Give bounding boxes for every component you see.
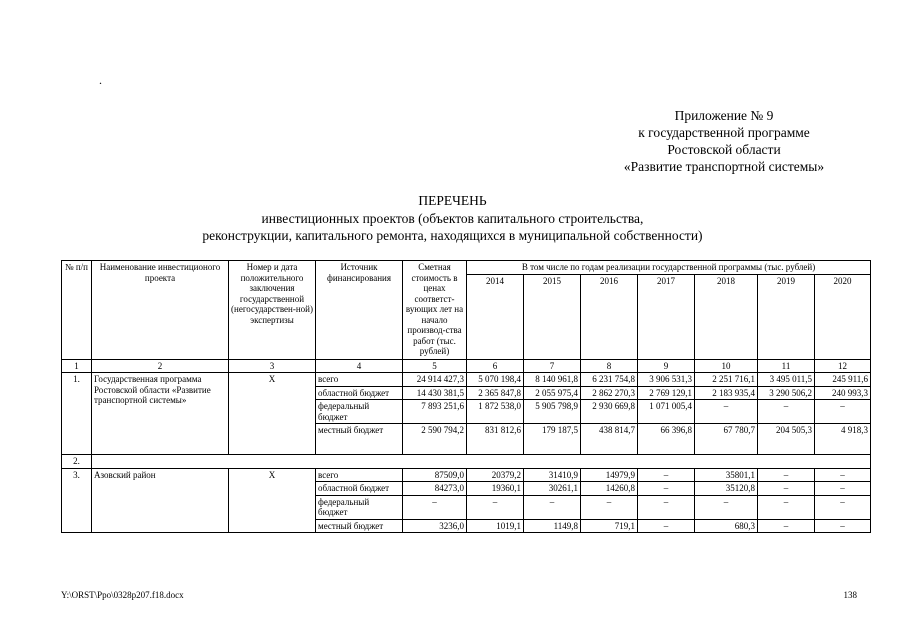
row-source: местный бюджет xyxy=(316,424,403,455)
row-value: – xyxy=(815,495,871,519)
column-number: 1 xyxy=(62,359,92,373)
row-value: 14979,9 xyxy=(581,468,638,482)
row-value: – xyxy=(815,482,871,496)
title-line: ПЕРЕЧЕНЬ xyxy=(418,193,487,208)
row-value: – xyxy=(524,495,581,519)
row-value: 14 430 381,5 xyxy=(403,386,467,400)
row-value: 2 183 935,4 xyxy=(695,386,758,400)
appendix-line: Ростовской области xyxy=(667,142,781,157)
row-source: федеральный бюджет xyxy=(316,400,403,424)
row-value: – xyxy=(403,495,467,519)
row-value: – xyxy=(695,495,758,519)
header-year: 2017 xyxy=(638,274,695,359)
row-value: 3 290 506,2 xyxy=(758,386,815,400)
row-value: 35801,1 xyxy=(695,468,758,482)
row-value: – xyxy=(638,482,695,496)
row-value: – xyxy=(638,468,695,482)
row-value: – xyxy=(815,519,871,533)
header-year: 2019 xyxy=(758,274,815,359)
column-numbers-row xyxy=(62,359,871,373)
row-expertise: Х xyxy=(229,373,316,455)
header-expertise: Номер и дата положительного заключения государственной (негосударствен-ной) экспертизы xyxy=(229,261,316,360)
header-year: 2015 xyxy=(524,274,581,359)
row-value: 240 993,3 xyxy=(815,386,871,400)
row-value: – xyxy=(638,495,695,519)
row-value: 7 893 251,6 xyxy=(403,400,467,424)
row-value: 204 505,3 xyxy=(758,424,815,455)
appendix-line: Приложение № 9 xyxy=(674,108,774,123)
column-number: 6 xyxy=(467,359,524,373)
row-num: 3. xyxy=(62,468,92,533)
row-source: областной бюджет xyxy=(316,386,403,400)
row-source: местный бюджет xyxy=(316,519,403,533)
row-num: 1. xyxy=(62,373,92,455)
header-year: 2014 xyxy=(467,274,524,359)
row-value: 31410,9 xyxy=(524,468,581,482)
file-path: Y:\ORST\Ppo\0328p207.f18.docx xyxy=(61,590,184,600)
row-value: – xyxy=(758,482,815,496)
row-value: – xyxy=(638,519,695,533)
row-value: – xyxy=(815,468,871,482)
header-years-group: В том числе по годам реализации государственной программы (тыс. рублей) xyxy=(467,261,871,275)
column-number: 2 xyxy=(92,359,229,373)
row-value: 8 140 961,8 xyxy=(524,373,581,387)
row-value: – xyxy=(467,495,524,519)
table-row xyxy=(62,455,871,469)
appendix-header xyxy=(594,107,854,175)
row-value: 87509,0 xyxy=(403,468,467,482)
column-number: 4 xyxy=(316,359,403,373)
title-line: реконструкции, капитального ремонта, находящихся в муниципальной собственности) xyxy=(202,228,703,243)
row-value: 438 814,7 xyxy=(581,424,638,455)
row-value: 35120,8 xyxy=(695,482,758,496)
title-line: инвестиционных проектов (объектов капитального строительства, xyxy=(261,210,644,226)
row-source: областной бюджет xyxy=(316,482,403,496)
table-header-row xyxy=(62,261,871,275)
row-name: Азовский район xyxy=(92,468,229,533)
row-source: всего xyxy=(316,468,403,482)
row-value: 2 251 716,1 xyxy=(695,373,758,387)
row-value: 2 769 129,1 xyxy=(638,386,695,400)
row-value: 245 911,6 xyxy=(815,373,871,387)
row-value: 179 187,5 xyxy=(524,424,581,455)
table-row xyxy=(62,468,871,482)
row-value: 680,3 xyxy=(695,519,758,533)
header-num: № п/п xyxy=(62,261,92,360)
row-value: 14260,8 xyxy=(581,482,638,496)
row-value: 5 070 198,4 xyxy=(467,373,524,387)
row-value: – xyxy=(695,400,758,424)
row-value: 2 055 975,4 xyxy=(524,386,581,400)
row-value: – xyxy=(758,495,815,519)
row-value: 1149,8 xyxy=(524,519,581,533)
column-number: 12 xyxy=(815,359,871,373)
column-number: 3 xyxy=(229,359,316,373)
row-value: 2 365 847,8 xyxy=(467,386,524,400)
header-source: Источник финансирования xyxy=(316,261,403,360)
row-value: 20379,2 xyxy=(467,468,524,482)
document-title xyxy=(0,192,905,245)
column-number: 8 xyxy=(581,359,638,373)
column-number: 9 xyxy=(638,359,695,373)
row-value: 30261,1 xyxy=(524,482,581,496)
row-value: – xyxy=(815,400,871,424)
row-value: 2 862 270,3 xyxy=(581,386,638,400)
row-expertise: Х xyxy=(229,468,316,533)
row-value: 24 914 427,3 xyxy=(403,373,467,387)
row-value: – xyxy=(758,468,815,482)
row-value: 19360,1 xyxy=(467,482,524,496)
row-value: – xyxy=(581,495,638,519)
row-value: 84273,0 xyxy=(403,482,467,496)
row-value: – xyxy=(758,519,815,533)
section-empty-cell xyxy=(92,455,871,469)
appendix-line: к государственной программе xyxy=(638,125,810,140)
row-value: 4 918,3 xyxy=(815,424,871,455)
page-number: 138 xyxy=(843,590,857,600)
column-number: 10 xyxy=(695,359,758,373)
header-name: Наименование инвестиционого проекта xyxy=(92,261,229,360)
column-number: 11 xyxy=(758,359,815,373)
column-number: 7 xyxy=(524,359,581,373)
row-value: 3 906 531,3 xyxy=(638,373,695,387)
row-value: 2 590 794,2 xyxy=(403,424,467,455)
appendix-line: «Развитие транспортной системы» xyxy=(623,159,825,174)
header-year: 2018 xyxy=(695,274,758,359)
row-num: 2. xyxy=(62,455,92,469)
row-value: – xyxy=(758,400,815,424)
table-row xyxy=(62,373,871,387)
stray-dot: . xyxy=(99,73,102,87)
row-value: 66 396,8 xyxy=(638,424,695,455)
header-year: 2020 xyxy=(815,274,871,359)
header-year: 2016 xyxy=(581,274,638,359)
row-value: 2 930 669,8 xyxy=(581,400,638,424)
row-value: 1 872 538,0 xyxy=(467,400,524,424)
row-source: всего xyxy=(316,373,403,387)
header-cost: Сметная стоимость в ценах соответст-вующих лет на начало производ-ства работ (тыс. рублей) xyxy=(403,261,467,360)
investment-projects-table xyxy=(61,260,871,533)
row-source: федеральный бюджет xyxy=(316,495,403,519)
column-number: 5 xyxy=(403,359,467,373)
row-value: 1 071 005,4 xyxy=(638,400,695,424)
row-value: 831 812,6 xyxy=(467,424,524,455)
row-value: 3 495 011,5 xyxy=(758,373,815,387)
row-value: 1019,1 xyxy=(467,519,524,533)
row-value: 3236,0 xyxy=(403,519,467,533)
row-value: 6 231 754,8 xyxy=(581,373,638,387)
row-value: 719,1 xyxy=(581,519,638,533)
row-value: 67 780,7 xyxy=(695,424,758,455)
row-value: 5 905 798,9 xyxy=(524,400,581,424)
row-name: Государственная программа Ростовской области «Развитие транспортной системы» xyxy=(92,373,229,455)
